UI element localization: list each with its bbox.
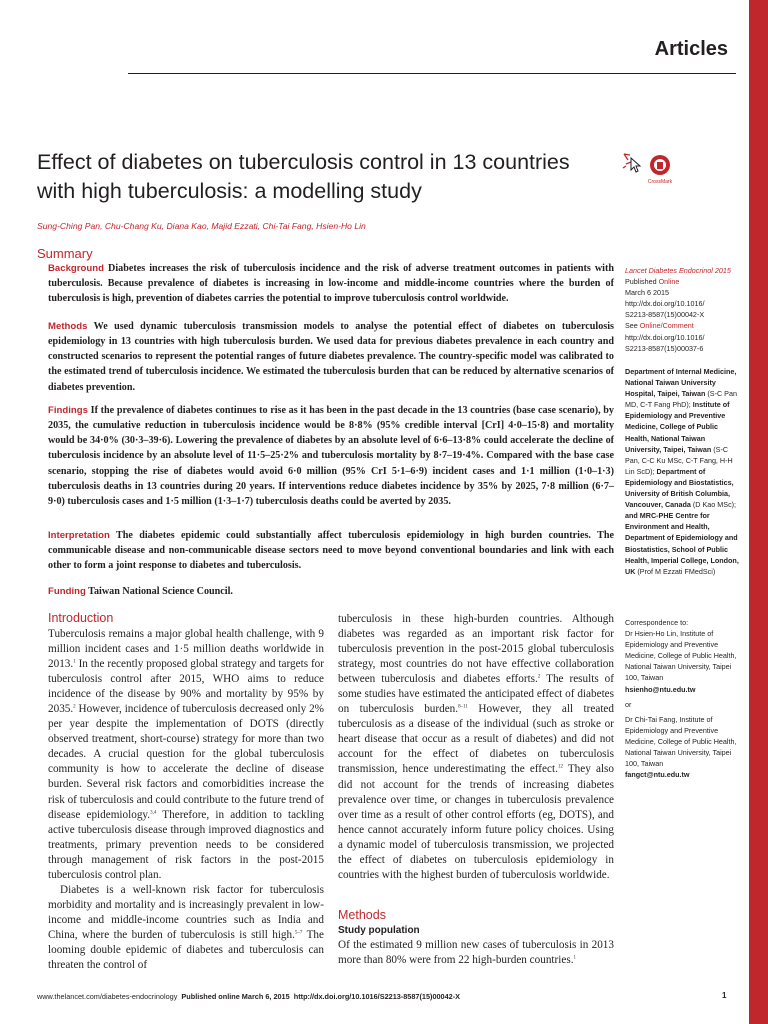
body-column-left: [48, 627, 324, 973]
abstract-label: Background: [48, 263, 104, 274]
doi-link[interactable]: http://dx.doi.org/10.1016/: [625, 299, 705, 309]
correspondence-address: Dr Hsien-Ho Lin, Institute of Epidemiology and Preventive Medicine, College of Public Health, National Taiwan University, Taipei 100, Taiwan: [625, 629, 737, 683]
or-text: or: [625, 699, 632, 709]
comment-doi-link[interactable]: http://dx.doi.org/10.1016/: [625, 332, 705, 342]
article-title: [37, 148, 597, 206]
methods-heading: Methods: [338, 908, 386, 922]
footer-published: Published online March 6, 2015: [181, 992, 290, 1001]
published-line: Published Online: [625, 277, 680, 287]
paragraph: Diabetes is a well-known risk factor for tuberculosis morbidity and mortality and is increasingly prevalent in low-income and middle-income countries such as India and China, where the burden of tuberculosis is still high.$^{5-7}$ The looming double epidemic of diabetes and tuberculosis can threaten the control of: [48, 883, 324, 972]
title-line-1: Effect of diabetes on tuberculosis control in 13 countries: [37, 150, 570, 174]
summary-heading: Summary: [37, 246, 93, 261]
published-date: March 6 2015: [625, 288, 669, 298]
abstract-label: Methods: [48, 321, 88, 332]
introduction-heading: Introduction: [48, 611, 114, 625]
body-column-right: [338, 612, 614, 883]
online-link[interactable]: Online: [658, 277, 680, 287]
journal-citation: Lancet Diabetes Endocrinol 2015: [625, 266, 731, 275]
abstract-text: Taiwan National Science Council.: [85, 586, 233, 597]
abstract-label: Findings: [48, 405, 88, 416]
title-line-2: with high tuberculosis: a modelling study: [37, 179, 422, 203]
author-list: Sung-Ching Pan, Chu-Chang Ku, Diana Kao, Majid Ezzati, Chi-Tai Fang, Hsien-Ho Lin: [37, 221, 366, 231]
abstract-text: If the prevalence of diabetes continues to rise as it has been in the past decade in the 13 countries (base case scenario), by 2035, the cumulative reduction in tuberculosis incidence would be 8·8% (95% credible interval [CrI] 4·0–15·8) and mortality would be 34·0% (30·3–39·6). Lowering the prevalence of diabetes by an absolute level of 6·6–13·8% could accelerate the decline of tuberculosis incidence by an absolute level of 11·5–25·2% and tuberculosis mortality by 8·7–19·4%. Compared with the base case scenario, stopping the rise of diabetes would avoid 6·0 million (95% CrI 5·1–6·9) incident cases and 1·1 million (1·0–1·3) tuberculosis deaths in 13 countries during 20 years. If interventions reduce diabetes incidence by 35% by 2025, 7·8 million (6·7–9·0) tuberculosis cases and 1·5 million (1·3–1·7) tuberculosis deaths could be averted by 2035.: [48, 405, 614, 507]
sidebar-correspondence: [625, 617, 743, 780]
methods-paragraph: Of the estimated 9 million new cases of tuberculosis in 2013 more than 80% were from 22 high-burden countries.$^1$: [338, 939, 614, 967]
page-number: 1: [722, 991, 727, 1000]
correspondence-address: Dr Chi-Tai Fang, Institute of Epidemiology and Preventive Medicine, College of Public Health, National Taiwan University, Taipei 100, Taiwan: [625, 714, 737, 769]
header-rule: [128, 73, 736, 74]
comment-doi-link[interactable]: S2213-8587(15)00037-6: [625, 343, 704, 353]
see-comment: See Online/Comment: [625, 321, 694, 331]
email-link[interactable]: hsienho@ntu.edu.tw: [625, 684, 696, 694]
paragraph: tuberculosis in these high-burden countries. Although diabetes was regarded as an important risk factor for tuberculosis prevention in the post-2015 global tuberculosis strategy, most countries do not have effective collaboration between tuberculosis and diabetes efforts.$^2$ The results of some studies have estimated the anticipated effect of diabetes on tuberculosis burden.$^{8-11}$ However, they all treated tuberculosis as a disease of the individual (such as stroke or heart disease that occur as a result of diabetes) and did not account for the effect of diabetes on tuberculosis transmission, hence underestimating the effect.$^{12}$ They also did not account for the trends of increasing diabetes prevalence over time, or changes in tuberculosis prevalence over time as a result of other control efforts (eg, DOTS), and hence cannot accurately inform future policy choices. Using a dynamic model of tuberculosis transmission, we projected the effect of diabetes on tuberculosis epidemiology in countries with the highest burden of tuberculosis worldwide.: [338, 613, 614, 881]
paragraph: Tuberculosis remains a major global health challenge, with 9 million incident cases and 1·5 million deaths worldwide in 2013.$^1$ In the recently proposed global strategy and targets for tuberculosis control after 2015, WHO aims to reduce incidence of the disease by 90% and mortality by 95% by 2035.$^2$ However, incidence of tuberculosis decreased only 2% per year despite the implementation of DOTS (directly observed treatment, short-course) strategy for more than two decades. A crucial question for the global tuberculosis community is how to accelerate the decline of disease burden. Several risk factors and comorbidities increase the risk of tuberculosis and could contribute to the future trend of disease epidemiology.$^{3,4}$ Therefore, in addition to tackling active tuberculosis disease through improved diagnostics and treatments, primary prevention needs to be considered through management of risk factors in the post-2015 tuberculosis control plan.: [48, 628, 324, 881]
crossmark-icon[interactable]: [622, 152, 672, 186]
doi-link[interactable]: S2213-8587(15)00042-X: [625, 310, 705, 320]
sidebar-journal-info: [625, 265, 743, 354]
abstract-findings: [48, 403, 614, 509]
red-edge-bar: [749, 0, 768, 1024]
abstract-methods: [48, 319, 614, 395]
study-population-subheading: Study population: [338, 925, 420, 936]
abstract-text: The diabetes epidemic could substantially affect tuberculosis epidemiology in high burden countries. The communicable disease and non-communicable disease sectors need to move beyond conventional boundaries and link with each other to form a joint response to diabetes and tuberculosis.: [48, 530, 614, 572]
abstract-background: [48, 261, 614, 306]
abstract-text: We used dynamic tuberculosis transmission models to analyse the potential effect of diabetes on tuberculosis epidemiology in 13 countries with high tuberculosis burden. We used data for previous diabetes prevalence in each country and constructed scenarios to represent the potential ranges of future diabetes prevalence. The country-specific model was calibrated to the estimated trend of tuberculosis incidence. We estimated the tuberculosis burden that can be reduced by alternative scenarios of diabetes prevention.: [48, 321, 614, 393]
footer-doi[interactable]: http://dx.doi.org/10.1016/S2213-8587(15)00042-X: [293, 992, 461, 1001]
sidebar-affiliations: Department of Internal Medicine, National Taiwan University Hospital, Taipei, Taiwan (S-C Pan MD, C-T Fang PhD); Institute of Epidemiology and Preventive Medicine, College of Public Health, National Taiwan University, Taipei, Taiwan (S-C Pan, C-C Ku MSc, C-T Fang, H-H Lin ScD); Department of Epidemiology and Biostatistics, University of British Columbia, Vancouver, Canada (D Kao MSc); and MRC-PHE Centre for Environment and Health, Department of Epidemiology and Biostatistics, School of Public Health, Imperial College, London, UK (Prof M Ezzati FMedSci): [625, 367, 739, 576]
comment-link[interactable]: Online/Comment: [639, 321, 694, 331]
abstract-label: Interpretation: [48, 530, 110, 541]
page-footer: [37, 992, 460, 1001]
abstract-text: Diabetes increases the risk of tuberculosis incidence and the risk of adverse treatment outcomes in patients with tuberculosis. Because prevalence of diabetes is increasing in low-income and middle-income countries where the burden of tuberculosis is high, prevention of diabetes carries the potential to improve tuberculosis control worldwide.: [48, 263, 614, 305]
section-label: Articles: [654, 38, 728, 60]
email-link[interactable]: fangct@ntu.edu.tw: [625, 770, 690, 780]
abstract-funding: [48, 584, 614, 599]
correspondence-label: Correspondence to:: [625, 618, 689, 627]
abstract-interpretation: [48, 528, 614, 573]
footer-url[interactable]: www.thelancet.com/diabetes-endocrinology: [37, 992, 178, 1001]
crossmark-label: CrossMark: [647, 179, 672, 185]
abstract-label: Funding: [48, 586, 86, 597]
